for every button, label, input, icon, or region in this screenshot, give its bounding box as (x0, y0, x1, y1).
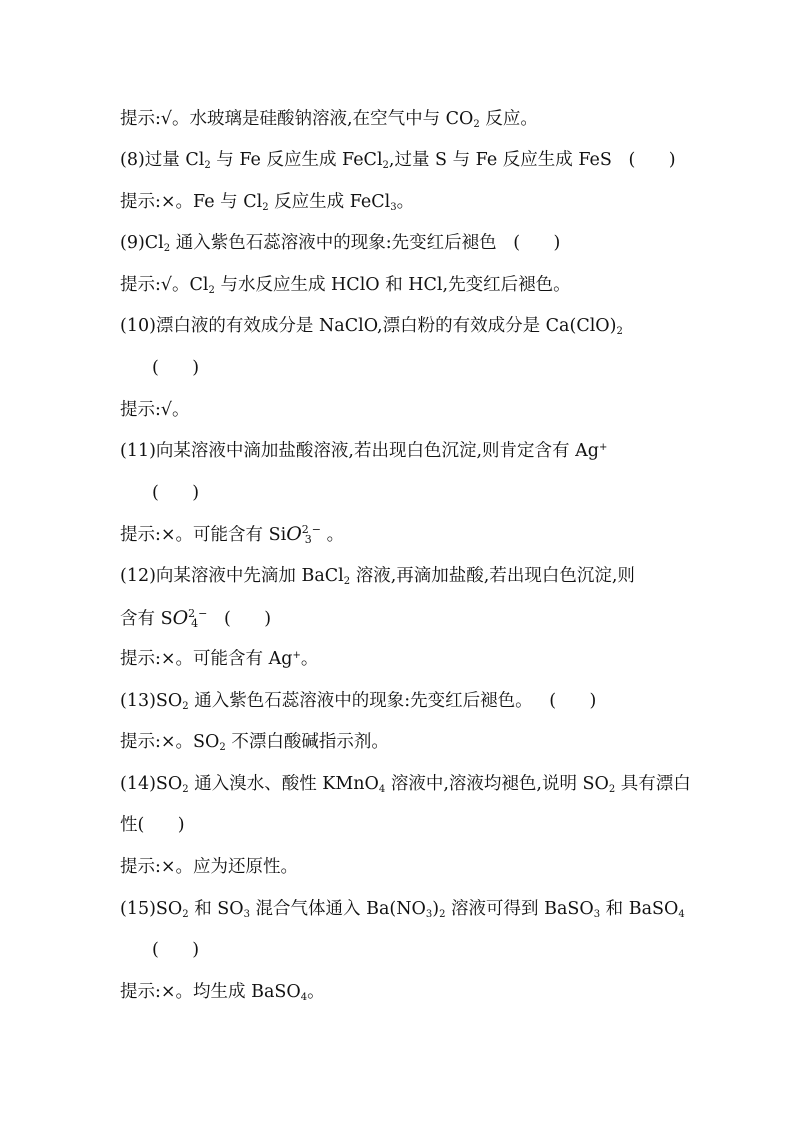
text-line: ( ) (152, 358, 200, 378)
text-line: 提示:√。$Cl_2$ 与水反应生成 HClO 和 HCl,先变红后褪色。 (120, 275, 571, 296)
text-line: 提示:√。水玻璃是硅酸钠溶液,在空气中与 $CO_2$ 反应。 (120, 109, 538, 130)
text-line: (8)过量 $Cl_2$ 与 Fe 反应生成 FeCl$_2$,过量 S 与 Fe 反应生成 FeS ( ) (120, 150, 676, 171)
text-line: 提示:×。可能含有 Ag+。 (120, 649, 319, 669)
text-line: 提示:×。$SO_2$ 不漂白酸碱指示剂。 (120, 732, 389, 753)
text-line: $(15)SO_2$ 和 $SO_3$ 混合气体通入 $Ba(NO_3)_2$ 溶液可得到 BaSO$_3$ 和 BaSO$_4$ (120, 899, 685, 920)
text-line: (10)漂白液的有效成分是 NaClO,漂白粉的有效成分是 $Ca(ClO)_2$ (120, 316, 623, 337)
text-line: 提示:×。Fe 与 $Cl_2$ 反应生成 FeCl$_3$。 (120, 192, 415, 213)
text-line: 提示:×。均生成 BaSO$_4$。 (120, 982, 325, 1003)
text-line: $(14)SO_2$ 通入溴水、酸性 KMnO$_4$ 溶液中,溶液均褪色,说明 $SO_2$ 具有漂白 (120, 774, 691, 795)
text-line: $(9)Cl_2$ 通入紫色石蕊溶液中的现象:先变红后褪色 ( ) (120, 233, 561, 254)
text-line: ( ) (152, 483, 200, 503)
text-line: 提示:√。 (120, 400, 190, 420)
text-line: ( ) (152, 940, 200, 960)
text-line: 提示:×。应为还原性。 (120, 857, 299, 877)
text-line: 含有 $SO^24^-$ ( ) (120, 607, 272, 630)
text-line: (12)向某溶液中先滴加 BaCl$_2$ 溶液,再滴加盐酸,若出现白色沉淀,则 (120, 566, 635, 587)
text-line: (11)向某溶液中滴加盐酸溶液,若出现白色沉淀,则肯定含有 Ag+ (120, 441, 608, 461)
text-line: $(13)SO_2$ 通入紫色石蕊溶液中的现象:先变红后褪色。 ( ) (120, 691, 597, 712)
text-line: 性( ) (120, 815, 185, 835)
text-line: 提示:×。可能含有 SiO$^2$3− 。 (120, 523, 345, 546)
